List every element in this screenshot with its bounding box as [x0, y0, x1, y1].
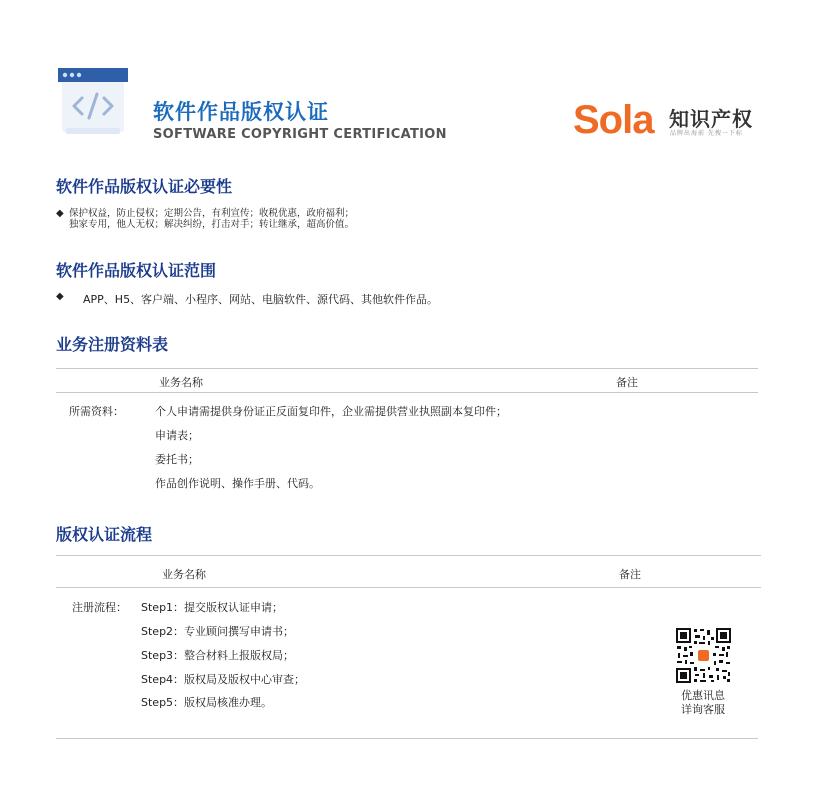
material-item: 个人申请需提供身份证正反面复印件，企业需提供营业执照副本复印件； — [155, 405, 507, 418]
code-window-icon — [58, 68, 128, 138]
section-title-process: 版权认证流程 — [56, 525, 153, 544]
table-header-rule — [56, 392, 758, 393]
material-item: 作品创作说明、操作手册、代码。 — [155, 477, 320, 490]
material-item: 申请表； — [155, 429, 199, 442]
column-header-note: 备注 — [619, 568, 641, 581]
column-header-note: 备注 — [616, 376, 638, 389]
page-subtitle: SOFTWARE COPYRIGHT CERTIFICATION — [153, 127, 447, 142]
column-header-name: 业务名称 — [162, 568, 206, 581]
qr-caption-line-1: 优惠讯息 — [681, 689, 725, 702]
table-top-rule — [56, 555, 761, 556]
table-bottom-rule — [56, 738, 758, 739]
necessity-line-2: 独家专用，他人无权；解决纠纷，打击对手；转让继承，超高价值。 — [69, 219, 355, 230]
process-step: Step4：版权局及版权中心审查； — [141, 673, 306, 686]
necessity-line-1: 保护权益，防止侵权；定期公告，有利宣传；收税优惠，政府福利； — [69, 208, 355, 219]
column-header-name: 业务名称 — [159, 376, 203, 389]
row-label: 所需资料： — [69, 405, 124, 418]
material-item: 委托书； — [155, 453, 199, 466]
process-step: Step3：整合材料上报版权局； — [141, 649, 295, 662]
process-step: Step1：提交版权认证申请； — [141, 601, 284, 614]
qr-caption — [660, 689, 746, 717]
table-header-rule — [56, 587, 761, 588]
section-title-materials: 业务注册资料表 — [56, 335, 169, 354]
bullet-icon: ◆ — [56, 291, 64, 302]
brand-logo-text: Sola — [573, 98, 654, 142]
page-title: 软件作品版权认证 — [153, 100, 329, 124]
qr-caption-line-2: 详询客服 — [681, 703, 725, 716]
bullet-icon: ◆ — [56, 208, 64, 219]
qr-code — [675, 627, 732, 684]
row-label: 注册流程： — [72, 601, 127, 614]
brand-logo-cn: 知识产权 — [669, 107, 753, 131]
section-title-necessity: 软件作品版权认证必要性 — [56, 177, 233, 196]
brand-tagline: 品牌出海前 先搜一下标 — [670, 130, 743, 137]
table-top-rule — [56, 368, 758, 369]
scope-text: APP、H5、客户端、小程序、网站、电脑软件、源代码、其他软件作品。 — [83, 293, 439, 306]
section-title-scope: 软件作品版权认证范围 — [56, 261, 217, 280]
process-step: Step5：版权局核准办理。 — [141, 696, 273, 709]
process-step: Step2：专业顾问撰写申请书； — [141, 625, 295, 638]
